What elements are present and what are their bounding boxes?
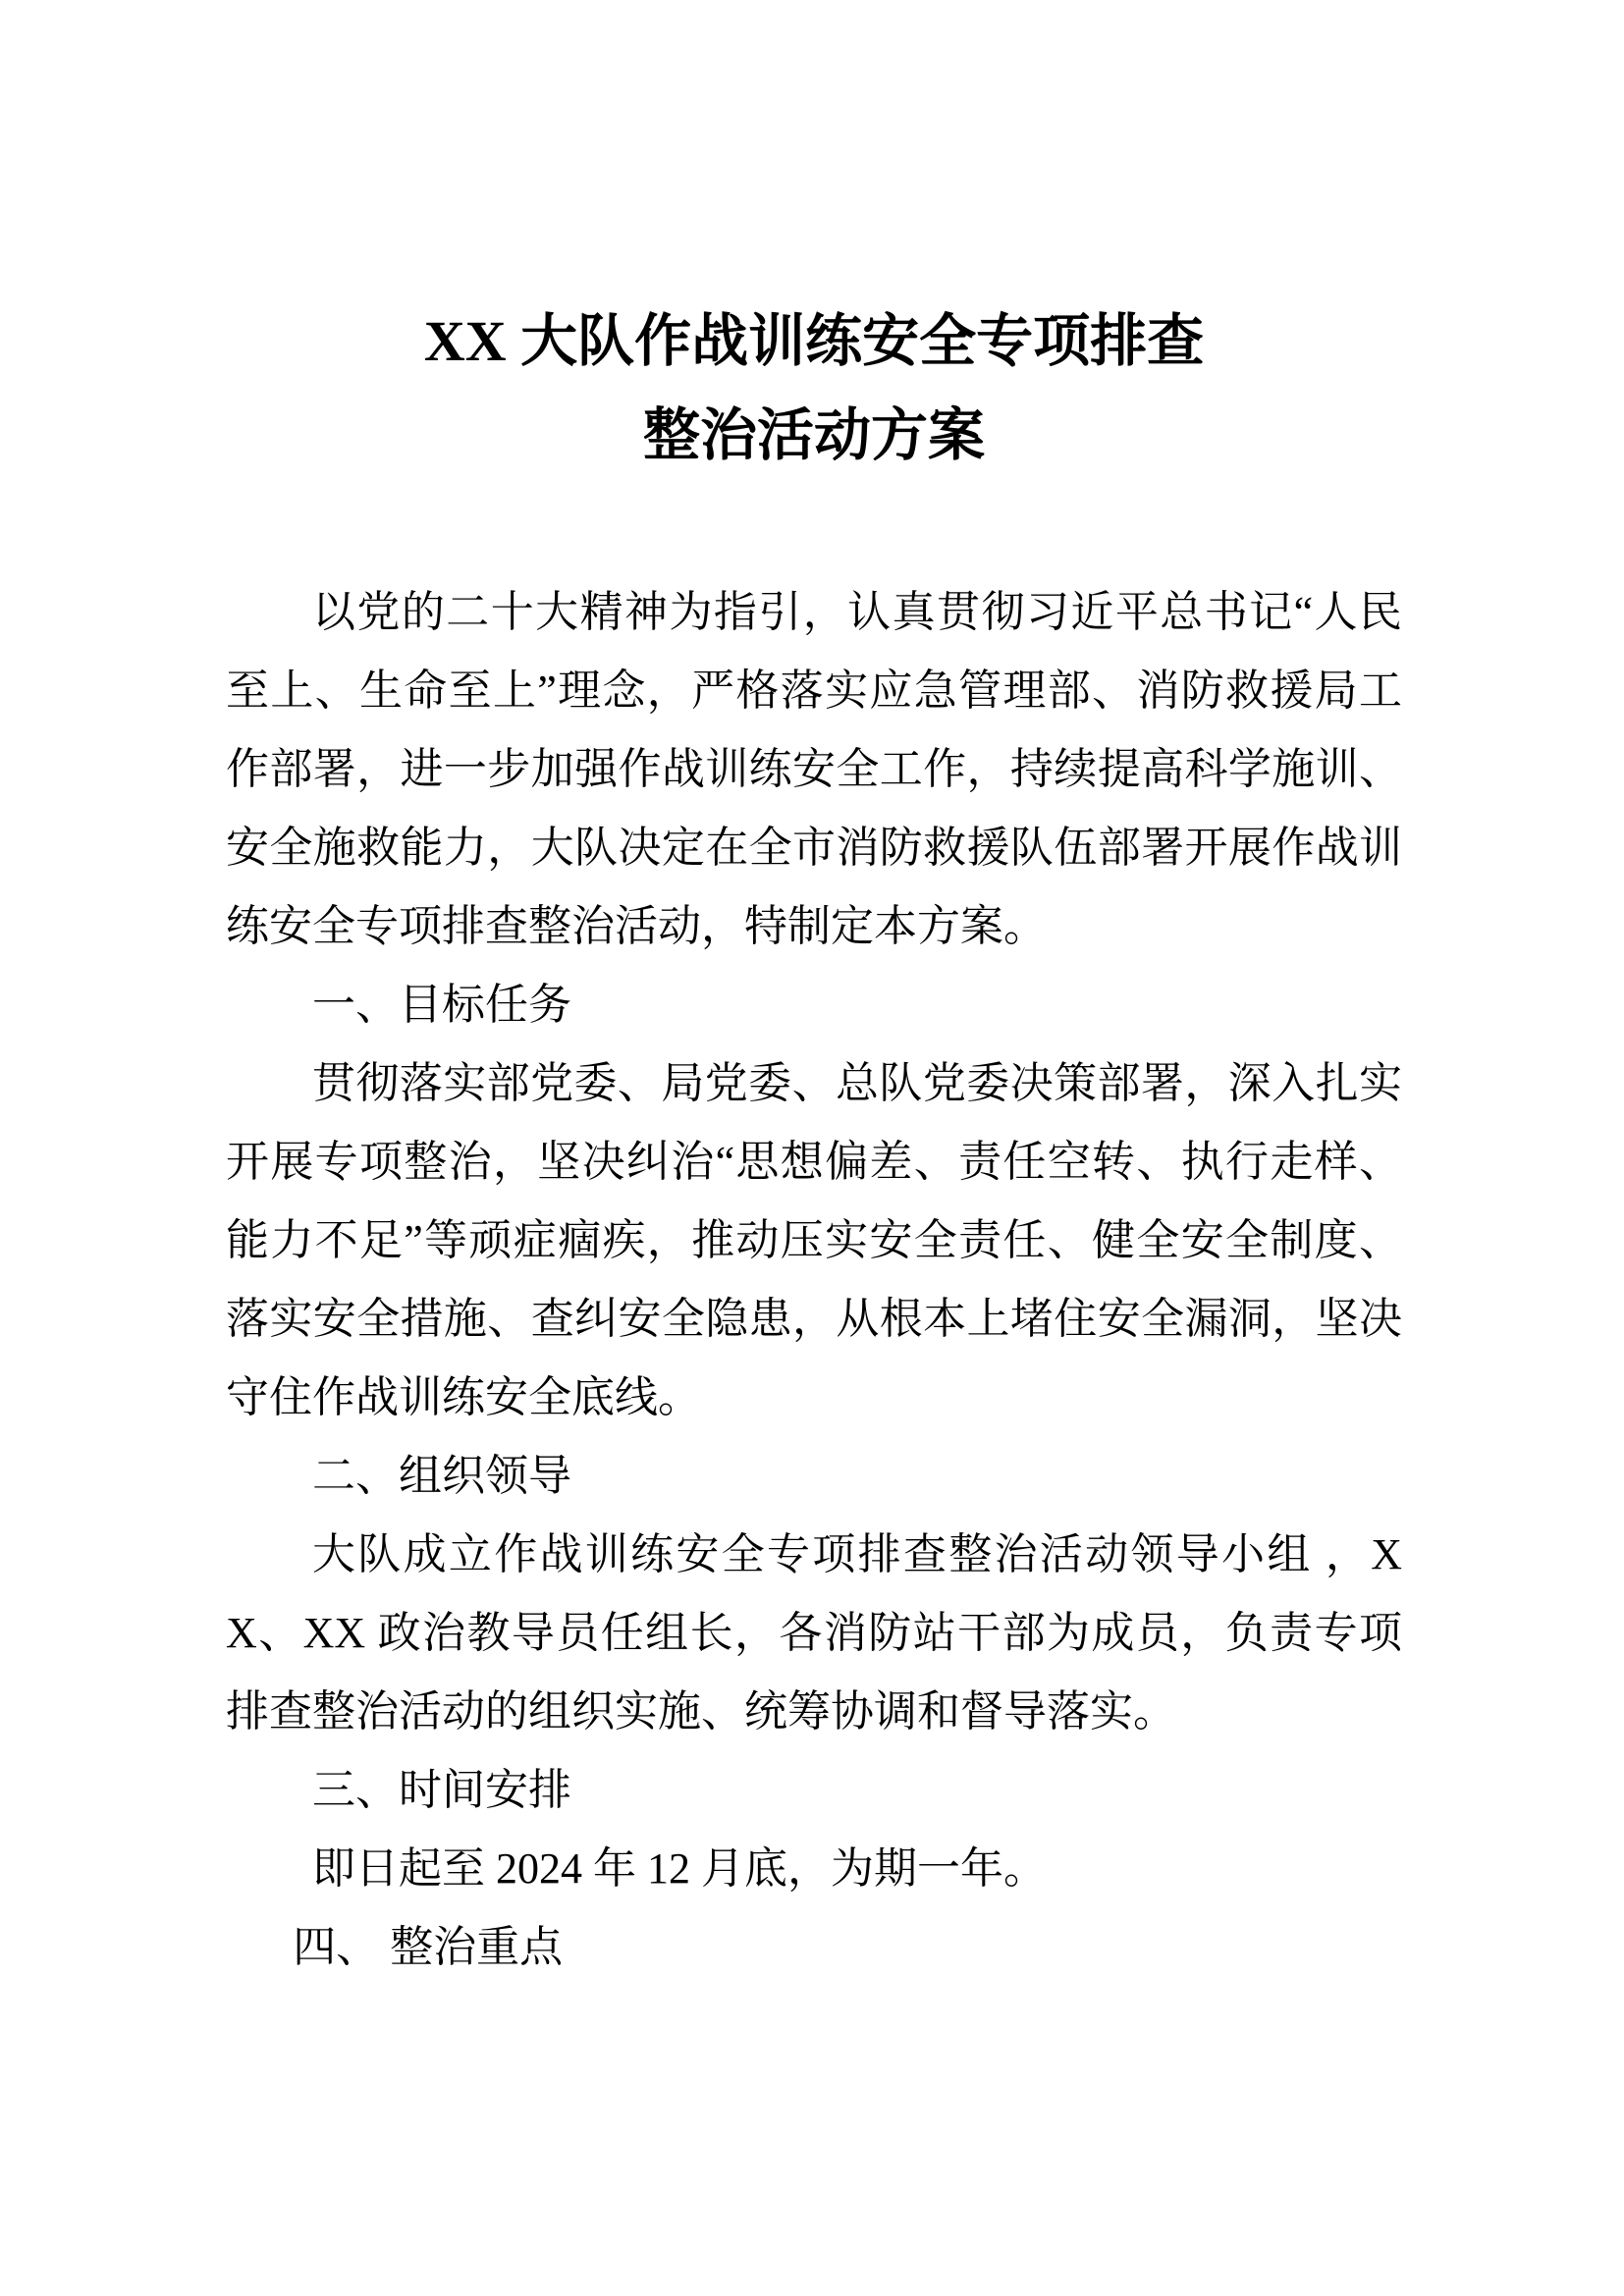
paragraph-preamble: 以党的二十大精神为指引，认真贯彻习近平总书记“人民至上、生命至上”理念，严格落实应急管理部、消防救援局工作部署，进一步加强作战训练安全工作，持续提高科学施训、安全施救能力，大队决定在全市消防救援队伍部署开展作战训练安全专项排查整治活动，特制定本方案。: [226, 588, 1402, 950]
document-title-line-2: 整治活动方案: [642, 403, 985, 467]
section-heading-schedule: 三、时间安排: [312, 1766, 571, 1814]
section-heading-key-points: 四、 整治重点: [293, 1923, 564, 1971]
section-heading-goals: 一、目标任务: [312, 981, 571, 1029]
section-heading-organization: 二、组织领导: [312, 1452, 571, 1500]
paragraph-organization: 大队成立作战训练安全专项排查整治活动领导小组 ，XX、XX 政治教导员任组长，各消防站干部为成员，负责专项排查整治活动的组织实施、统筹协调和督导落实。: [226, 1530, 1402, 1735]
document-title-line-1: XX 大队作战训练安全专项排查: [423, 309, 1205, 373]
paragraph-goals: 贯彻落实部党委、局党委、总队党委决策部署，深入扎实开展专项整治，坚决纠治“思想偏差、责任空转、执行走样、能力不足”等顽症痼疾，推动压实安全责任、健全安全制度、落实安全措施、查纠安全隐患，从根本上堵住安全漏洞，坚决守住作战训练安全底线。: [226, 1059, 1402, 1421]
document-title: [226, 294, 1402, 483]
paragraph-schedule: 即日起至 2024 年 12 月底，为期一年。: [312, 1844, 1047, 1893]
